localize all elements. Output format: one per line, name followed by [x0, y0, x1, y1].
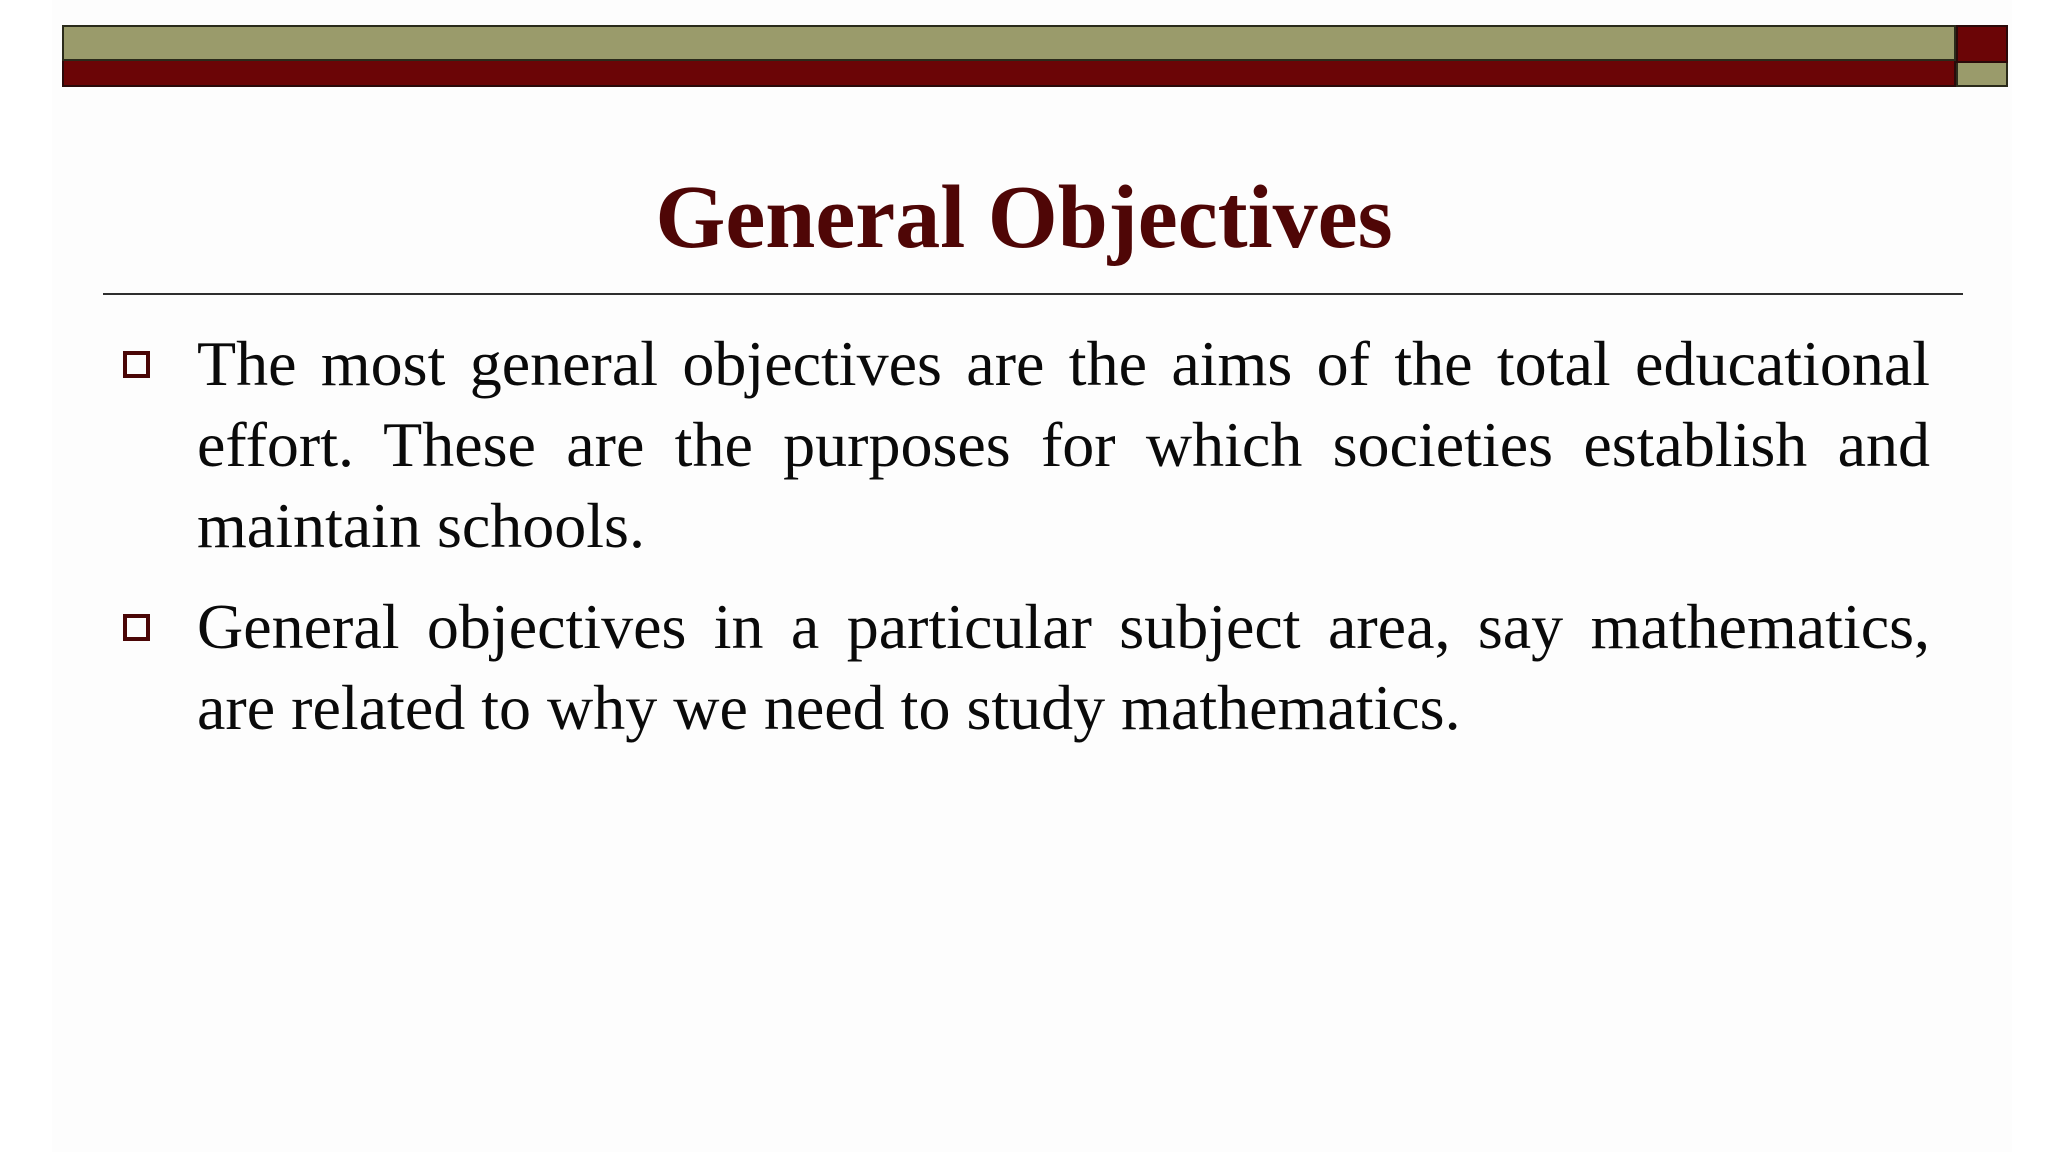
hollow-square-bullet-icon	[123, 614, 150, 641]
bullet-text: The most general objectives are the aims of the total educational effort. These are the purposes for which societies establish and maintain schools.	[197, 328, 1930, 561]
bullet-list	[120, 323, 1930, 768]
title-divider	[103, 293, 1963, 295]
header-corner-square-olive	[1956, 63, 2008, 87]
slide-title: General Objectives	[655, 168, 1393, 267]
header-bar-maroon	[62, 61, 1956, 87]
bullet-text: General objectives in a particular subject area, say mathematics, are related to why we need to study mathematics.	[197, 591, 1930, 743]
hollow-square-bullet-icon	[123, 351, 150, 378]
list-item	[120, 586, 1930, 748]
header-bar-olive	[62, 25, 1956, 61]
header-corner-square-maroon	[1956, 25, 2008, 63]
list-item	[120, 323, 1930, 566]
